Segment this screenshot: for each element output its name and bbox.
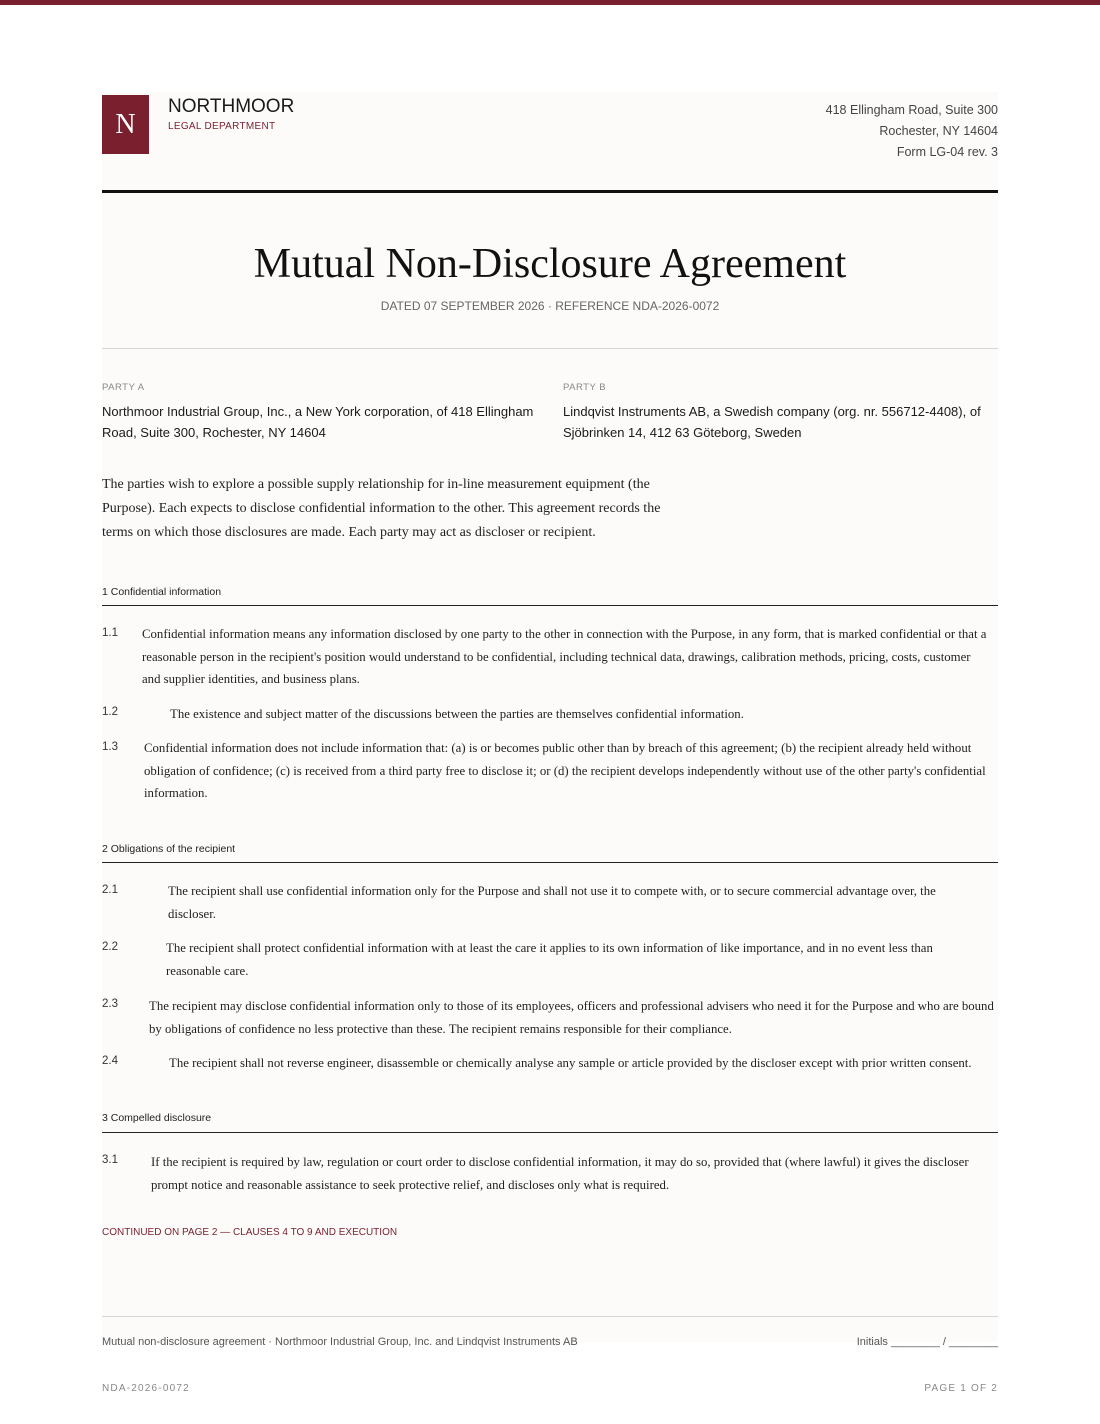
page-number: PAGE 1 OF 2 [924,1383,998,1394]
clause-number: 2.2 [102,941,118,953]
letterhead-address [826,100,998,163]
clause-text: Confidential information does not include information that: (a) is or becomes public other than by breach of this agreement; (b) the recipient already held without obligation of confidence; (c) is received from a third party free to disclose it; or (d) the recipient develops independently without use of the other party's confidential information. [144,741,986,800]
document-title: Mutual Non-Disclosure Agreement [253,241,847,287]
document-id: NDA-2026-0072 [102,1383,190,1394]
clause-number: 2.1 [102,884,118,896]
clause-number: 1.2 [102,706,118,718]
top-accent-bar [0,0,1100,5]
clause-number: 2.3 [102,998,118,1010]
section-rule [102,605,998,606]
clause-text: The recipient may disclose confidential information only to those of its employees, officers and professional advisers who need it for the Purpose and who are bound by obligations of confidence no less protective than these. The recipient remains responsible for their compliance. [149,999,994,1036]
brand-subtitle: LEGAL DEPARTMENT [168,121,276,132]
address-line-1: 418 Ellingham Road, Suite 300 [825,103,998,117]
clause-text: The recipient shall use confidential information only for the Purpose and shall not use it to compete with, or to secure commercial advantage over, the discloser. [168,884,936,921]
clause-number: 1.3 [102,741,118,753]
clause-text: If the recipient is required by law, regulation or court order to disclose confidential information, it may do so, provided that (where lawful) it gives the discloser prompt notice and reasonable assistance to seek protective relief, and discloses only what is required. [151,1155,969,1192]
date-reference-line: DATED 07 SEPTEMBER 2026 · REFERENCE NDA-2026-0072 [380,299,720,313]
section-rule [102,862,998,863]
clause-text: The recipient shall protect confidential information with at least the care it applies to its own information of like importance, and in no event less than reasonable care. [166,941,933,978]
clause-number: 2.4 [102,1055,118,1067]
section-heading: 3 Compelled disclosure [102,1112,212,1124]
clause-number: 3.1 [102,1154,118,1166]
section-heading: 1 Confidential information [102,586,222,598]
clause-text: The recipient shall not reverse engineer, disassemble or chemically analyse any sample or article provided by the discloser except with prior written consent. [169,1056,972,1070]
address-line-2: Rochester, NY 14604 [879,124,998,138]
section-rule [102,1132,998,1133]
party-b-details: Lindqvist Instruments AB, a Swedish company (org. nr. 556712-4408), of Sjöbrinken 14, 412 63 Göteborg, Sweden [563,404,981,440]
footer-description: Mutual non-disclosure agreement · Northmoor Industrial Group, Inc. and Lindqvist Instruments AB [102,1336,578,1348]
party-b-label: PARTY B [563,382,607,393]
party-a-label: PARTY A [102,382,145,393]
brand-name: NORTHMOOR [168,96,295,117]
title-divider [102,348,998,349]
logo-mark: N [102,95,149,154]
section-heading: 2 Obligations of the recipient [102,843,236,855]
form-reference: Form LG-04 rev. 3 [896,145,998,159]
recitals-paragraph: The parties wish to explore a possible supply relationship for in-line measurement equipment (the Purpose). Each expects to disclose confidential information to the other. This agreement records the terms on which those disclosures are made. Each party may act as discloser or recipient. [102,477,661,540]
initials-field[interactable]: Initials ________ / ________ [856,1336,998,1348]
party-a-details: Northmoor Industrial Group, Inc., a New York corporation, of 418 Ellingham Road, Suite 300, Rochester, NY 14604 [102,404,534,440]
clause-text: The existence and subject matter of the discussions between the parties are themselves confidential information. [170,707,744,721]
clause-text: Confidential information means any information disclosed by one party to the other in connection with the Purpose, in any form, that is marked confidential or that a reasonable person in the recipient's position would understand to be confidential, including technical data, drawings, calibration methods, pricing, costs, customer and supplier identities, and business plans. [142,627,987,686]
header-divider [102,190,998,193]
footer-divider [102,1316,998,1317]
clause-number: 1.1 [102,627,118,639]
continuation-note: CONTINUED ON PAGE 2 — CLAUSES 4 TO 9 AND EXECUTION [102,1227,398,1238]
